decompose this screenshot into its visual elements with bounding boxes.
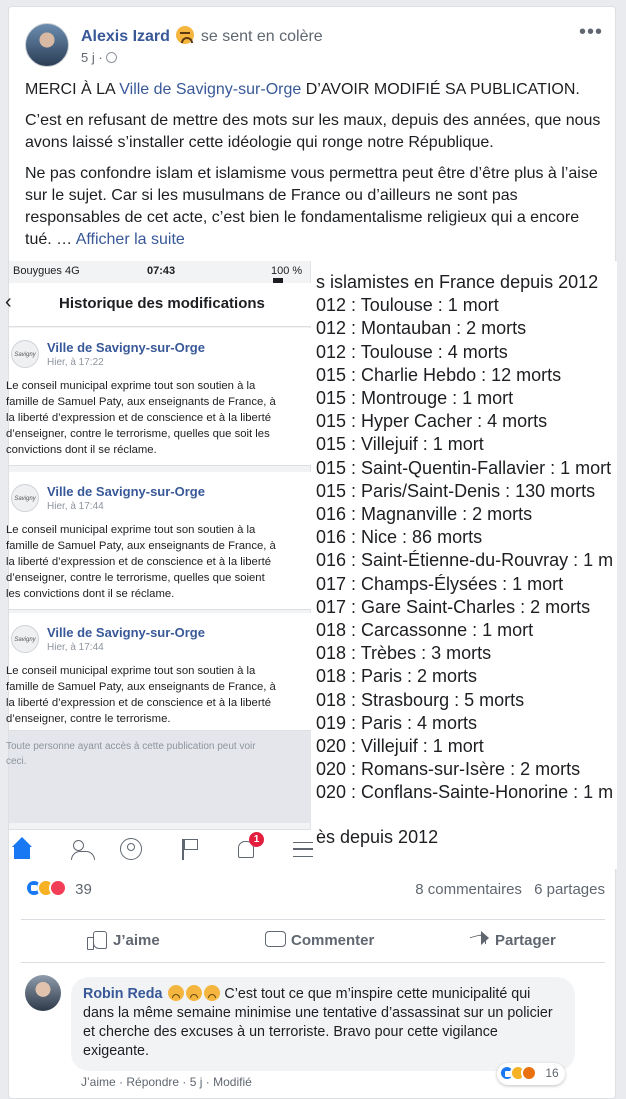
share-count[interactable]: 6 partages	[534, 881, 605, 898]
back-arrow-icon: ‹	[5, 291, 12, 313]
comment-edited: Modifié	[213, 1075, 252, 1089]
attack-list-item: 012 : Toulouse : 4 morts	[316, 341, 508, 362]
attack-list-title: s islamistes en France depuis 2012	[316, 272, 599, 292]
like-button[interactable]: J’aime	[87, 920, 160, 962]
counts-right	[407, 881, 605, 898]
comment-reactions[interactable]	[497, 1063, 565, 1085]
attack-list-item: 015 : Villejuif : 1 mort	[316, 434, 484, 455]
revision-time: Hier, à 17:44	[47, 501, 104, 512]
page-link[interactable]: Ville de Savigny-sur-Orge	[119, 81, 302, 98]
revision-item	[6, 613, 311, 731]
post-card	[5, 6, 616, 1099]
comment-like-link[interactable]: J’aime	[81, 1075, 116, 1089]
sad-face-icon	[168, 985, 184, 1001]
bell-icon	[235, 834, 261, 862]
attack-list-item: 020 : Conflans-Sainte-Honorine : 1 m	[316, 782, 614, 803]
revision-item	[6, 472, 311, 610]
attack-list	[316, 271, 626, 805]
action-bar	[21, 919, 605, 963]
post-paragraph-1: MERCI À LA Ville de Savigny-sur-Orge D’AVOIR MODIFIÉ SA PUBLICATION.	[25, 81, 580, 98]
comment-time[interactable]: 5 j	[189, 1075, 203, 1089]
revision-author: Ville de Savigny-sur-Orge	[47, 340, 205, 355]
reaction-summary[interactable]	[25, 880, 92, 897]
see-more-link[interactable]: Afficher la suite	[75, 231, 185, 248]
status-bar	[9, 261, 311, 283]
love-reaction-icon	[49, 879, 67, 897]
revision-item	[6, 328, 311, 466]
home-icon	[11, 838, 37, 862]
carrier-label: Bouygues 4G	[13, 265, 80, 277]
comment-icon	[265, 930, 285, 948]
attack-list-item: 020 : Romans-sur-Isère : 2 morts	[316, 759, 581, 780]
attack-list-item: 012 : Montauban : 2 morts	[316, 318, 527, 339]
friends-icon	[71, 838, 97, 862]
attack-list-item: 018 : Trèbes : 3 morts	[316, 643, 492, 664]
attack-list-item: 012 : Toulouse : 1 mort	[316, 295, 499, 316]
attack-list-item: 018 : Paris : 2 morts	[316, 666, 478, 687]
attack-list-footer: ès depuis 2012	[316, 827, 439, 847]
history-title: Historique des modifications	[59, 295, 265, 312]
globe-icon	[106, 52, 117, 63]
attack-list-item: 016 : Nice : 86 morts	[316, 527, 483, 548]
flag-icon	[179, 838, 205, 862]
reaction-count: 39	[75, 881, 92, 898]
attack-list-item: 015 : Montrouge : 1 mort	[316, 388, 514, 409]
post-meta	[81, 50, 117, 65]
revision-text: Le conseil municipal exprime tout son soutien à la famille de Samuel Paty, aux enseignants de France, à la liberté d’expression et de conscience et à la liberté d’enseigner, contre le terrorisme.	[6, 665, 276, 725]
notification-badge: 1	[249, 832, 264, 847]
battery-label: 100 %	[271, 265, 311, 289]
sad-face-icon	[186, 985, 202, 1001]
comment-reaction-count: 16	[545, 1066, 559, 1080]
post-time[interactable]: 5 j ·	[81, 50, 103, 65]
visibility-notice: Toute personne ayant accès à cette publication peut voir ceci.	[9, 731, 311, 823]
attack-list-item: 019 : Paris : 4 morts	[316, 712, 478, 733]
clock-label: 07:43	[147, 265, 176, 277]
attack-list-item: 020 : Villejuif : 1 mort	[316, 736, 484, 757]
city-logo-icon: Savigny	[11, 340, 39, 368]
comment-count[interactable]: 8 commentaires	[415, 881, 522, 898]
angry-reaction-icon	[521, 1065, 537, 1081]
comment-reply-link[interactable]: Répondre	[126, 1075, 180, 1089]
author-name[interactable]: Alexis Izard	[81, 28, 170, 45]
revision-text: Le conseil municipal exprime tout son soutien à la famille de Samuel Paty, aux enseignants de France, à la liberté d’expression et de conscience et à la liberté d’enseigner, contre le terrorisme, quelles que soit les convictions dont il se réclame.	[6, 380, 276, 456]
share-button[interactable]: Partager	[469, 920, 556, 962]
attack-list-item: 015 : Hyper Cacher : 4 morts	[316, 411, 548, 432]
feeling-text: se sent en colère	[200, 28, 323, 45]
angry-face-icon	[176, 26, 194, 44]
post-text	[25, 79, 605, 260]
attack-list-item: 017 : Champs-Élysées : 1 mort	[316, 573, 564, 594]
city-logo-icon: Savigny	[11, 484, 39, 512]
menu-icon	[291, 838, 317, 862]
sad-face-icon	[204, 985, 220, 1001]
revision-text: Le conseil municipal exprime tout son soutien à la famille de Samuel Paty, aux enseignants de France, à la liberté d’expression et de conscience et à la liberté d’enseigner, contre le terrorisme, quelles que soient les convictions dont il se réclame.	[6, 524, 276, 600]
author-avatar[interactable]	[25, 23, 69, 67]
thumbs-up-icon	[87, 930, 107, 948]
post-paragraph-3: Ne pas confondre islam et islamisme vous permettra peut être d’être plus à l’aise sur le sujet. Car si les musulmans de France ou d’ailleurs ne sont pas responsables de cet acte, c’est bien le fondamentalisme religieux qui a encore tué. … Afficher la suite	[25, 165, 598, 248]
attack-list-item: 015 : Charlie Hebdo : 12 morts	[316, 364, 562, 385]
attack-list-item: 015 : Saint-Quentin-Fallavier : 1 mort	[316, 457, 612, 478]
revision-author: Ville de Savigny-sur-Orge	[47, 625, 205, 640]
revision-time: Hier, à 17:22	[47, 357, 104, 368]
more-options-icon[interactable]: •••	[578, 21, 603, 43]
history-header	[5, 283, 311, 327]
comment-bubble	[71, 977, 575, 1071]
comment-text: C’est tout ce que m’inspire cette municipalité qui dans la même semaine minimise une tentative d’assassinat sur un policier et cherche des excuses à un terroriste. Bravo pour cette vigilance exigeante.	[83, 986, 553, 1059]
revision-author: Ville de Savigny-sur-Orge	[47, 484, 205, 499]
attack-list-item: 017 : Gare Saint-Charles : 2 morts	[316, 596, 591, 617]
attack-list-item: 015 : Paris/Saint-Denis : 130 morts	[316, 480, 596, 501]
post-header	[81, 26, 323, 46]
attack-list-item: 018 : Carcassonne : 1 mort	[316, 620, 534, 641]
attack-list-item: 016 : Saint-Étienne-du-Rouvray : 1 m	[316, 550, 614, 571]
phone-screenshot	[5, 261, 311, 869]
profile-icon	[119, 838, 145, 862]
engagement-bar	[25, 879, 605, 901]
city-logo-icon: Savigny	[11, 625, 39, 653]
comment-button[interactable]: Commenter	[265, 920, 374, 962]
revision-time: Hier, à 17:44	[47, 642, 104, 653]
comment-actions: J’aime · Répondre · 5 j · Modifié	[81, 1075, 252, 1089]
attack-list-item: 018 : Strasbourg : 5 morts	[316, 689, 525, 710]
post-image[interactable]	[5, 261, 617, 869]
share-icon	[469, 930, 489, 948]
attack-list-item: 016 : Magnanville : 2 morts	[316, 504, 533, 525]
post-paragraph-2: C’est en refusant de mettre des mots sur les maux, depuis des années, que nous avons laissé s’installer cette idéologie qui ronge notre République.	[25, 112, 601, 151]
commenter-name[interactable]: Robin Reda	[83, 986, 163, 1002]
phone-tab-bar	[9, 829, 311, 869]
commenter-avatar[interactable]	[25, 975, 61, 1011]
